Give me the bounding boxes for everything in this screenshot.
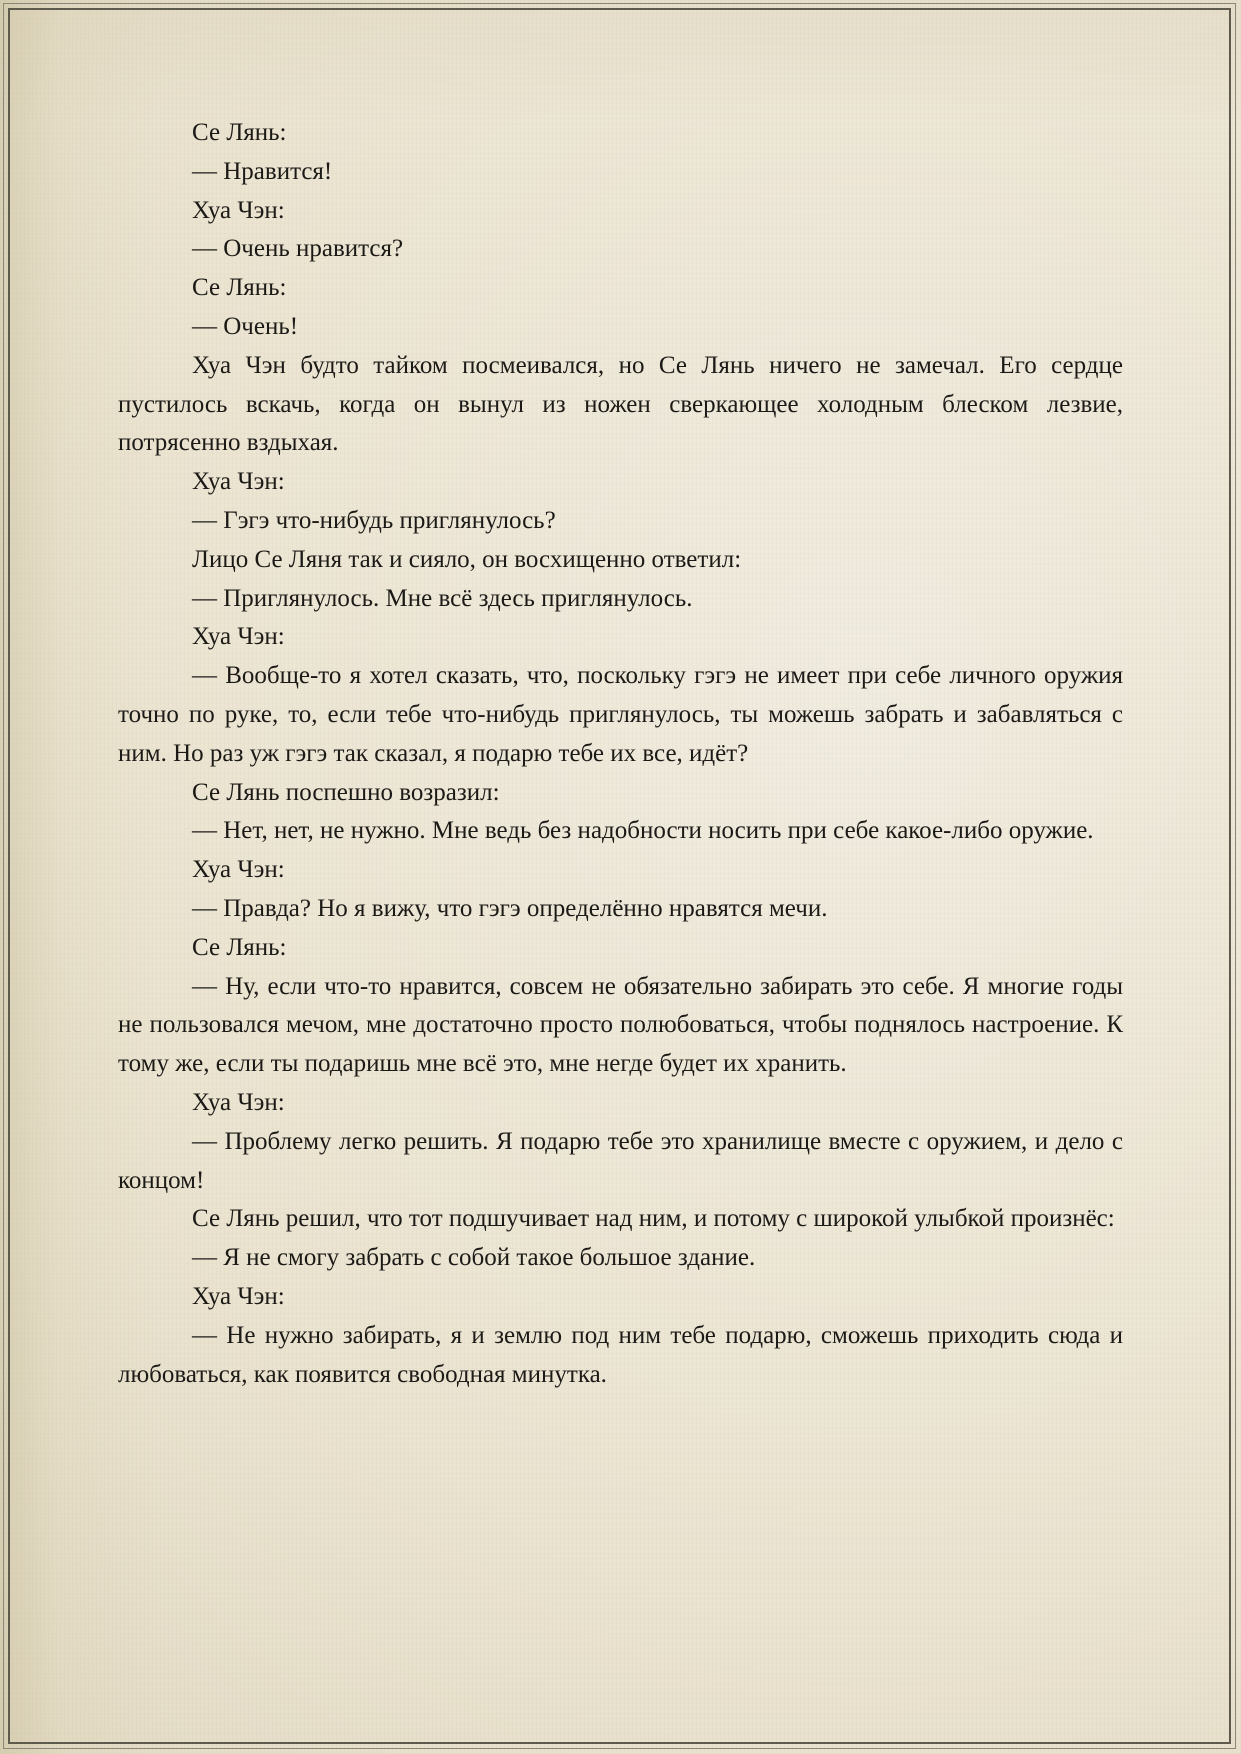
paragraph: Хуа Чэн:: [192, 856, 285, 884]
paragraph: Хуа Чэн:: [192, 1282, 285, 1310]
paragraph: — Я не смогу забрать с собой такое большое здание.: [192, 1244, 756, 1272]
paragraph: — Нет, нет, не нужно. Мне ведь без надобности носить при себе какое-либо оружие.: [192, 817, 1094, 845]
paragraph: Се Лянь:: [192, 274, 287, 302]
paragraph: Хуа Чэн будто тайком посмеивался, но Се Лянь ничего не замечал. Его сердце пустилось вскачь, когда он вынул из ножен сверкающее холодным блеском лезвие, потрясенно вздыхая.: [118, 351, 1123, 457]
paragraph: Се Лянь:: [192, 933, 287, 961]
paragraph: — Ну, если что-то нравится, совсем не обязательно забирать это себе. Я многие годы не пользовался мечом, мне достаточно просто полюбоваться, чтобы поднялось настроение. К тому же, если ты подаришь мне всё это, мне негде будет их хранить.: [118, 972, 1123, 1078]
paragraph: — Очень!: [192, 312, 299, 340]
paragraph: — Не нужно забирать, я и землю под ним тебе подарю, сможешь приходить сюда и любоваться, как появится свободная минутка.: [118, 1321, 1123, 1388]
body-text: [118, 114, 1123, 1394]
paragraph: — Проблему легко решить. Я подарю тебе это хранилище вместе с оружием, и дело с концом!: [118, 1127, 1123, 1194]
paragraph: — Гэгэ что-нибудь приглянулось?: [192, 506, 556, 534]
paragraph: Хуа Чэн:: [192, 468, 285, 496]
paragraph: — Очень нравится?: [192, 235, 404, 263]
paragraph: Се Лянь решил, что тот подшучивает над ним, и потому с широкой улыбкой произнёс:: [192, 1205, 1115, 1233]
paragraph: — Нравится!: [192, 157, 333, 185]
paragraph: Се Лянь:: [192, 119, 287, 146]
paragraph: — Правда? Но я вижу, что гэгэ определённо нравятся мечи.: [192, 894, 828, 922]
paragraph: Хуа Чэн:: [192, 196, 285, 224]
paragraph: — Вообще-то я хотел сказать, что, поскольку гэгэ не имеет при себе личного оружия точно по руке, то, если тебе что-нибудь приглянулось, ты можешь забрать и забавляться с ним. Но раз уж гэгэ так сказал, я подарю тебе их все, идёт?: [118, 662, 1123, 767]
paragraph: Хуа Чэн:: [192, 623, 285, 651]
paragraph: Лицо Се Ляня так и сияло, он восхищенно ответил:: [192, 545, 742, 573]
paragraph: — Приглянулось. Мне всё здесь приглянулось.: [192, 584, 693, 612]
paragraph: Се Лянь поспешно возразил:: [192, 778, 500, 806]
paragraph: Хуа Чэн:: [192, 1088, 285, 1116]
